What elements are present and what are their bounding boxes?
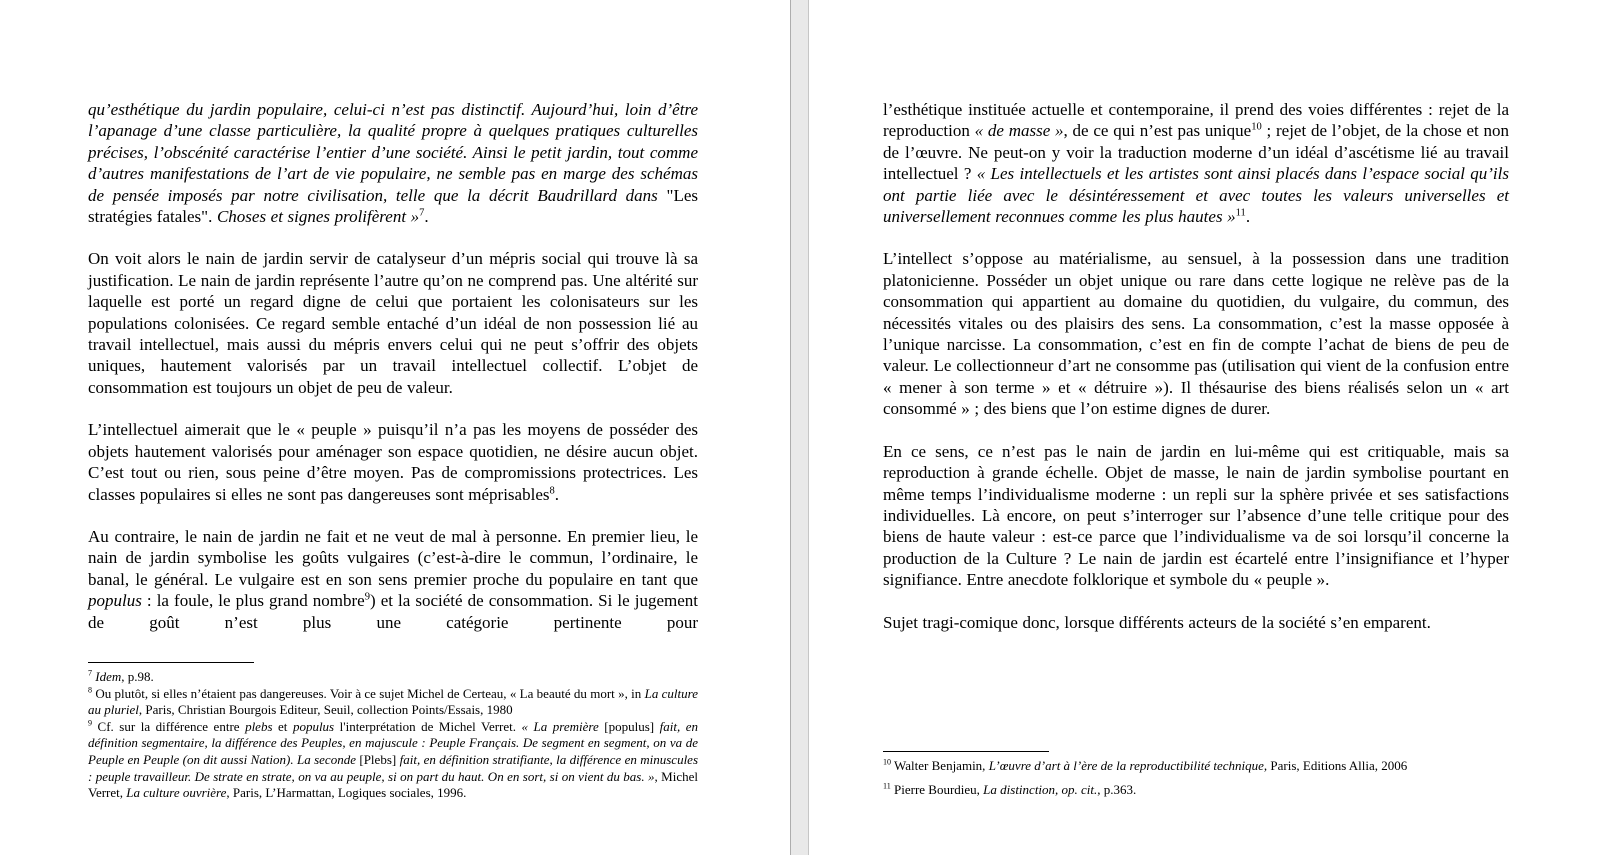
page-right-footnotes	[883, 758, 1509, 798]
paragraph: Sujet tragi-comique donc, lorsque différents acteurs de la société s’en emparent.	[883, 612, 1431, 632]
paragraph: L’intellect s’oppose au matérialisme, au sensuel, à la possession dans une tradition platonicienne. Posséder un objet unique ou rare dans cette logique ne relève pas de la consommation qui appartient au domaine du quotidien, du vulgaire, du commun, des nécessités vitales ou des plaisirs des sens. La consommation, c’est la masse opposée à l’unique narcisse. La consommation, c’est en fin de compte l’achat de biens de peu de valeur. Le collectionneur d’art ne consomme pas (utilisation qui vient de la confusion entre « mener à son terme » et « détruire »). Il thésaurise des biens réalisés selon un « art consommé » ; des biens que l’on estime dignes de durer.	[883, 249, 1509, 419]
paragraph: L’intellectuel aimerait que le « peuple » puisqu’il n’a pas les moyens de posséder des objets hautement valorisés pour aménager son espace quotidien, ne désire aucun objet. C’est tout ou rien, sous peine d’être moyen. Pas de compromissions protectrices. Les classes populaires si elles ne sont pas dangereuses sont méprisables$^8$.	[88, 420, 698, 504]
paragraph: l’esthétique instituée actuelle et contemporaine, il prend des voies différentes : rejet de la reproduction « de masse », de ce qui n’est pas unique$^{10}$ ; rejet de l’objet, de la chose et non de l’œuvre. Ne peut-on y voir la traduction moderne d’un idéal d’ascétisme lié au travail intellectuel ? « Les intellectuels et les artistes sont ainsi placés dans l’espace social qu’ils ont partie liée avec le désintéressement et avec toutes les valeurs universelles et universellement reconnues comme les plus hautes »$^{11}$.	[883, 100, 1509, 227]
paragraph: En ce sens, ce n’est pas le nain de jardin en lui-même qui est critiquable, mais sa reproduction à grande échelle. Objet de masse, le nain de jardin symbolise pourtant en même temps l’individualisme moderne : un repli sur la sphère privée et ses satisfactions individuelles. Là encore, on peut s’interroger sur l’absence d’une telle critique pour des biens de haute valeur : est-ce parce que l’individualisme va de soi lorsqu’il concerne la production de la Culture ? Le nain de jardin est écartelé entre l’insignifiance et l’hyper signifiance. Entre anecdote folklorique et symbole du « peuple ».	[883, 441, 1509, 590]
paragraph: On voit alors le nain de jardin servir de catalyseur d’un mépris social qui trouve là sa justification. Le nain de jardin représente l’autre qu’on ne comprend pas. Une altérité sur laquelle est porté un regard digne de celui que portaient les colonisateurs sur les populations colonisées. Ce regard semble entaché d’un idéal de non possession lié au travail intellectuel, mais aussi du mépris envers celui qui ne peut s’offrir des objets uniques, hautement valorisés par un travail intellectuel collectif. L’objet de consommation est toujours un objet de peu de valeur.	[88, 249, 698, 397]
paragraph: $^8$ Ou plutôt, si elles n’étaient pas dangereuses. Voir à ce sujet Michel de Certeau, « La beauté du mort », in La culture au pluriel, Paris, Christian Bourgois Editeur, Seuil, collection Points/Essais, 1980	[88, 685, 698, 718]
paragraph: $^{10}$ Walter Benjamin, L’œuvre d’art à l’ère de la reproductibilité technique, Paris, Editions Allia, 2006	[883, 757, 1408, 773]
page-right-body	[883, 99, 1509, 633]
paragraph: qu’esthétique du jardin populaire, celui-ci n’est pas distinctif. Aujourd’hui, loin d’être l’apanage d’une classe particulière, la qualité propre à quelques pratiques culturelles précises, l’obscénité caractérise l’entier d’une société. Ainsi le petit jardin, tout comme d’autres manifestations de l’art de vie populaire, ne semble pas en marge des schémas de pensée imposés par notre civilisation, telle que la décrit Baudrillard dans "Les stratégies fatales". Choses et signes prolifèrent »$^7$.	[88, 100, 698, 227]
page-left	[0, 0, 790, 855]
page-left-text-column	[88, 99, 698, 633]
page-right-text-column	[883, 99, 1509, 633]
paragraph: Au contraire, le nain de jardin ne fait et ne veut de mal à personne. En premier lieu, le nain de jardin symbolise les goûts vulgaires (c’est-à-dire le commun, l’ordinaire, le banal, le général. Le vulgaire est en son sens premier proche du populaire en tant que populus : la foule, le plus grand nombre$^9$) et la société de consommation. Si le jugement de goût n’est plus une catégorie pertinente pour	[88, 526, 699, 632]
page-gutter-divider	[790, 0, 809, 855]
page-left-footnotes	[88, 669, 698, 802]
page-right	[809, 0, 1600, 855]
paragraph: $^7$ Idem, p.98.	[88, 668, 154, 684]
footnote-separator	[88, 662, 254, 663]
paragraph: $^9$ Cf. sur la différence entre plebs et populus l'interprétation de Michel Verret. « La première [populus] fait, en définition segmentaire, la différence des Peuples, en majuscule : Peuple Français. De segment en segment, on va de Peuple en Peuple (on dit aussi Nation). La seconde [Plebs] fait, en définition stratifiante, la différence en minuscules : peuple travailleur. De strate en strate, on va au peuple, si on part du haut. On en sort, si on vient du bas. », Michel Verret, La culture ouvrière, Paris, L’Harmattan, Logiques sociales, 1996.	[88, 718, 699, 801]
page-left-footnote-block	[88, 662, 698, 802]
page-left-body	[88, 99, 698, 633]
page-right-footnote-block	[883, 751, 1509, 798]
footnote-separator	[883, 751, 1049, 752]
paragraph: $^{11}$ Pierre Bourdieu, La distinction, op. cit., p.363.	[883, 781, 1137, 797]
